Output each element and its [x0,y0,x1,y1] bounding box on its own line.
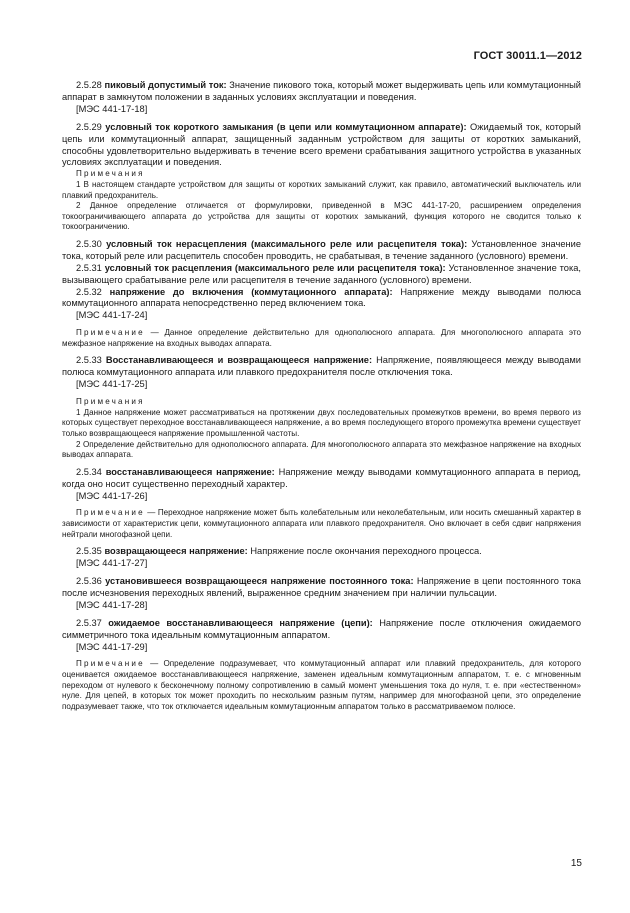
note-item: 2 Данное определение отличается от формулировки, приведенной в МЭС 441-17-20, расширением определения токоограничивающего аппарата до устройства для защиты от коротких замыканий, функция которого не сводится только к токоограничению. [62,201,581,232]
clause-term: восстанавливающееся напряжение: [105,466,275,477]
clause-number: 2.5.33 [76,355,102,366]
clause-term: напряжение до включения (коммутационного аппарата): [109,286,393,297]
clause-term: условный ток короткого замыкания (в цепи или коммутационном аппарате): [105,121,467,132]
clause-term: условный ток расцепления (максимального реле или расцепителя тока): [104,262,446,273]
note-item [62,659,581,712]
reference-citation: [МЭС 441-17-27] [76,558,148,569]
clause-definition: Напряжение между выводами коммутационного аппарата в период, когда оно носит существенно переходный характер. [62,466,582,489]
clause-number: 2.5.28 [76,80,102,90]
note-item [62,508,581,540]
notes-heading: Примечания [76,169,145,179]
note-text: — Переходное напряжение может быть колебательным или неколебательным, или носить смешанный характер в зависимости от характеристик цепи, коммутационного аппарата или плавкого предохранителя. Оно включает в себя сдвиг напряжения нейтрали многофазной цепи. [62,508,581,539]
clause-paragraph [62,467,581,491]
clause-definition: Напряжение, появляющееся между выводами полюса коммутационного аппарата или плавкого предохранителя после отключения тока. [62,355,581,378]
clause-paragraph [62,80,581,104]
page-number: 15 [570,858,582,869]
clause-paragraph [62,263,581,287]
note-item: 1 В настоящем стандарте устройством для защиты от коротких замыканий служит, как правило, автоматический выключатель или плавкий предохранитель. [62,179,581,200]
clause-definition: Установленное значение тока, который реле или расцепитель способен проводить, не срабатывая, в течение заданного (условного) времени. [62,238,581,261]
reference-citation: [МЭС 441-17-18] [76,103,148,114]
reference-citation: [МЭС 441-17-25] [76,379,148,390]
notes-heading: Примечания [76,397,145,407]
clause-number: 2.5.30 [76,238,102,249]
clause-term: пиковый допустимый ток: [104,80,227,90]
note-item [62,328,581,349]
reference-citation: [МЭС 441-17-28] [76,599,148,610]
clause-paragraph [62,287,581,311]
clause-term: Восстанавливающееся и возвращающееся напряжение: [105,355,373,366]
note-text: — Определение подразумевает, что коммутационный аппарат или плавкий предохранитель, для которого оценивается ожидаемое восстанавливающееся напряжение, заменен идеальным коммутационным аппаратом, т. е. с мгновенным переходом от нулевого к бесконечному полному сопротивлению в самый момент уменьшения тока до нуля, т. е. при «естественном» нуле. Для цепей, в которых ток может проходить по нескольким разным путям, например для многофазной цепи, это определение подразумевает также, что ток отключается идеальным коммутационным аппаратом только в рассматриваемом полюсе. [62,659,582,711]
reference-citation: [МЭС 441-17-29] [76,641,148,652]
clause-definition: Напряжение в цепи постоянного тока после исчезновения переходных явлений, выраженное средним значением при наличии пульсации. [62,576,581,598]
clause-definition: Напряжение после окончания переходного процесса. [250,546,482,557]
clause-paragraph [62,355,581,379]
note-text: — Данное определение действительно для однополюсного аппарата. Для многополюсного аппарата это межфазное напряжение на входных выводах аппарата. [62,328,581,348]
note-label: Примечание [76,508,145,518]
clause-definition: Установленное значение тока, вызывающего срабатывание реле или расцепителя в течение заданного (условного) времени. [62,262,581,285]
clause-number: 2.5.32 [76,286,102,297]
clause-paragraph [62,546,581,558]
clause-number: 2.5.35 [76,546,102,557]
reference-citation: [МЭС 441-17-26] [76,490,148,501]
clause-paragraph [62,576,581,600]
clause-number: 2.5.31 [76,262,102,273]
note-item: 2 Определение действительно для однополюсного аппарата. Для многополюсного аппарата это межфазное напряжение на входных выводах аппарата. [62,439,581,460]
clause-definition: Напряжение между выводами полюса коммутационного аппарата непосредственно перед включением тока. [62,286,581,309]
note-item: 1 Данное напряжение может рассматриваться на протяжении двух последовательных промежутков времени, во время первого из которых существует переходное восстанавливающееся напряжение, а во время последующего второго промежутка времени существует только возвращающееся напряжение промышленной частоты. [62,407,581,438]
clause-definition: Ожидаемый ток, который цепь или коммутационный аппарат, защищенный заданным устройством для защиты от коротких замыканий, способны удовлетворительно выдерживать в течение всего времени срабатывания защитного устройства в указанных условиях эксплуатации и поведения. [62,121,581,168]
document-body [62,80,581,718]
clause-number: 2.5.29 [76,121,102,132]
clause-definition: Напряжение после отключения ожидаемого симметричного тока идеальным коммутационным аппаратом. [62,617,581,640]
note-label: Примечание [76,659,145,669]
note-label: Примечание [76,328,145,338]
clause-term: возвращающееся напряжение: [104,546,248,557]
clause-number: 2.5.34 [76,466,102,477]
clause-paragraph [62,122,581,170]
clause-number: 2.5.37 [76,617,102,628]
reference-citation: [МЭС 441-17-24] [76,310,148,321]
clause-paragraph [62,239,581,263]
clause-term: ожидаемое восстанавливающееся напряжение (цепи): [108,617,373,628]
clause-number: 2.5.36 [76,576,102,587]
clause-definition: Значение пикового тока, который может выдерживать цепь или коммутационный аппарат в замкнутом положении в заданных условиях эксплуатации и поведения. [62,80,581,102]
document-code: ГОСТ 30011.1—2012 [473,50,582,62]
clause-term: условный ток нерасцепления (максимального реле или расцепителя тока): [106,238,468,249]
clause-paragraph [62,618,581,642]
clause-term: установившееся возвращающееся напряжение постоянного тока: [105,576,414,587]
